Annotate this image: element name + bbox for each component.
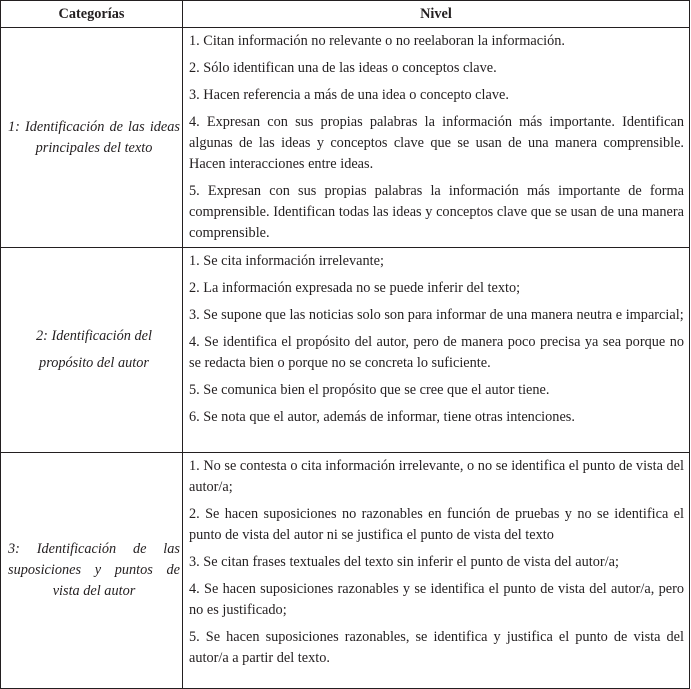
- level-item: 6. Se nota que el autor, además de informar, tiene otras intenciones.: [189, 409, 575, 425]
- level-item: 2. Sólo identifican una de las ideas o conceptos clave.: [189, 60, 497, 76]
- level-item: 5. Se comunica bien el propósito que se cree que el autor tiene.: [189, 382, 550, 398]
- level-item: 2. Se hacen suposiciones no razonables en función de pruebas y no se identifica el punto de vista del autor ni se justifica el punto de vista del texto: [189, 506, 684, 543]
- level-item: 3. Se supone que las noticias solo son para informar de una manera neutra e imparcial;: [189, 307, 684, 323]
- category-cell: 3: Identificación de las suposiciones y puntos de vista del autor: [1, 453, 183, 689]
- level-item: 5. Expresan con sus propias palabras la información más importante de forma comprensible. Identifican todas las ideas y conceptos clave que se usan de una manera comprensible.: [189, 183, 684, 241]
- level-item: 5. Se hacen suposiciones razonables, se identifica y justifica el punto de vista del autor/a a partir del texto.: [189, 629, 684, 666]
- level-item: 2. La información expresada no se puede inferir del texto;: [189, 280, 521, 296]
- header-row: [1, 1, 690, 28]
- level-item: 4. Expresan con sus propias palabras la información más importante. Identifican algunas de las ideas y conceptos clave que se usan de una manera comprensible. Hacen interacciones entre ideas.: [189, 114, 684, 172]
- category-cell: 2: Identificación del propósito del autor: [1, 248, 183, 453]
- level-item: 3. Se citan frases textuales del texto sin inferir el punto de vista del autor/a;: [189, 554, 619, 570]
- level-item: 4. Se hacen suposiciones razonables y se identifica el punto de vista del autor/a, pero no es justificado;: [189, 581, 684, 618]
- header-category: Categorías: [1, 1, 183, 28]
- level-item: 3. Hacen referencia a más de una idea o concepto clave.: [189, 87, 509, 103]
- category-cell: 1: Identificación de las ideas principales del texto: [1, 28, 183, 248]
- level-item: 1. Se cita información irrelevante;: [189, 253, 384, 269]
- levels-cell: [183, 28, 690, 248]
- table-row: [1, 28, 690, 248]
- levels-cell: [183, 453, 690, 689]
- table-row: [1, 248, 690, 453]
- level-item: 1. Citan información no relevante o no reelaboran la información.: [189, 33, 565, 49]
- level-item: 1. No se contesta o cita información irrelevante, o no se identifica el punto de vista del autor/a;: [189, 458, 684, 495]
- level-item: 4. Se identifica el propósito del autor, pero de manera poco precisa ya sea porque no se redacta bien o porque no se concreta lo suficiente.: [189, 334, 684, 371]
- header-level: Nivel: [183, 1, 690, 28]
- levels-cell: [183, 248, 690, 453]
- table-row: [1, 453, 690, 689]
